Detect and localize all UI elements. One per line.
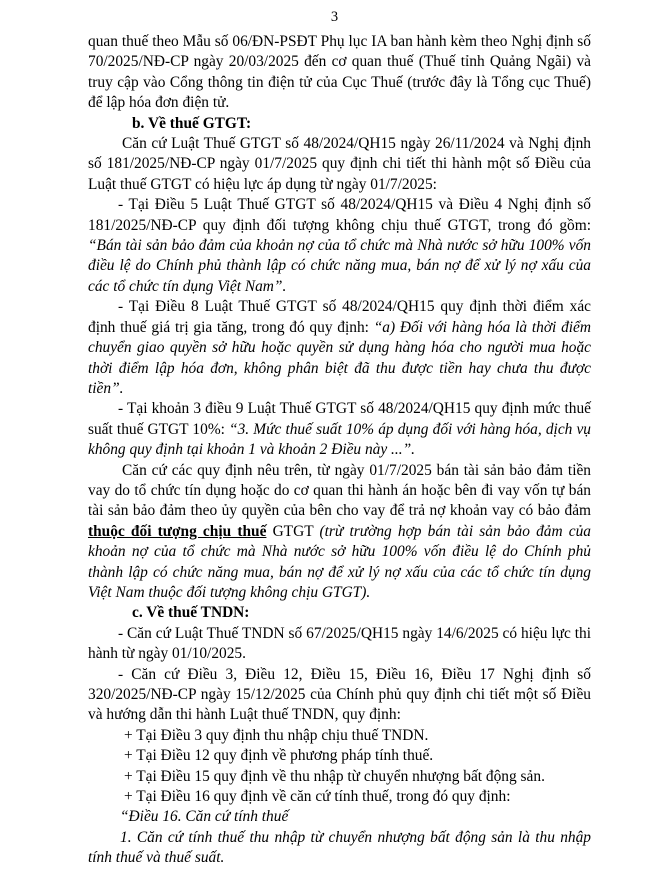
- paragraph-gtgt-conclusion: [88, 461, 591, 604]
- conclusion-exception-note: (trừ trường hợp bán tài sản bảo đảm của khoản nợ của tổ chức mà Nhà nước sở hữu 100% vốn điều lệ do Chính phủ thành lập có chức năng mua, bán nợ để xử lý nợ xấu của các tổ chức tín dụng Việt Nam thuộc đối tượng không chịu GTGT).: [88, 522, 591, 601]
- paragraph-khoan-3-dieu-9: [88, 399, 591, 460]
- heading-b-ve-thue-gtgt: b. Về thuế GTGT:: [132, 114, 252, 132]
- page-number: 3: [330, 9, 339, 25]
- conclusion-run-3: GTGT: [266, 522, 320, 540]
- quote-dieu-16-title: “Điều 16. Căn cứ tính thuế: [120, 808, 289, 826]
- paragraph-continued-intro: quan thuế theo Mẫu số 06/ĐN-PSĐT Phụ lục IA ban hành kèm theo Nghị định số 70/2025/NĐ-CP ngày 20/03/2025 đến cơ quan thuế (Thuế tỉnh Quảng Ngãi) và truy cập vào Cổng thông tin điện tử của Cục Thuế (trước đây là Tổng cục Thuế) để lập hóa đơn điện tử.: [88, 33, 591, 112]
- list-item-dieu-15: + Tại Điều 15 quy định về thu nhập từ chuyển nhượng bất động sản.: [124, 767, 545, 785]
- list-item-dieu-16: + Tại Điều 16 quy định về căn cứ tính thuế, trong đó quy định:: [124, 788, 511, 806]
- paragraph-dieu-8-quote: “a) Đối với hàng hóa là thời điểm chuyển giao quyền sở hữu hoặc quyền sử dụng hàng hóa cho người mua hoặc thời điểm lập hóa đơn, không phân biệt đã thu được tiền hay chưa thu được tiền”.: [88, 318, 592, 397]
- list-item-dieu-3: + Tại Điều 3 quy định thu nhập chịu thuế TNDN.: [124, 726, 429, 744]
- paragraph-dieu-8-gtgt: [88, 297, 591, 399]
- paragraph-gtgt-legal-basis: Căn cứ Luật Thuế GTGT số 48/2024/QH15 ngày 26/11/2024 và Nghị định số 181/2025/NĐ-CP ngày 01/7/2025 quy định chi tiết thi hành một số Điều của Luật thuế GTGT có hiệu lực áp dụng từ ngày 01/7/2025:: [88, 135, 591, 193]
- paragraph-dieu-5-lead: - Tại Điều 5 Luật Thuế GTGT số 48/2024/QH15 và Điều 4 Nghị định số 181/2025/NĐ-CP quy định đối tượng không chịu thuế GTGT, trong đó gồm:: [88, 196, 591, 234]
- paragraph-khoan-3-quote: “3. Mức thuế suất 10% áp dụng đối với hàng hóa, dịch vụ không quy định tại khoản 1 và khoản 2 Điều này ...”.: [88, 420, 591, 459]
- paragraph-khoan-3-lead: - Tại khoản 3 điều 9 Luật Thuế GTGT số 48/2024/QH15 quy định mức thuế suất thuế GTGT 10%:: [88, 400, 591, 438]
- paragraph-dieu-8-lead: - Tại Điều 8 Luật Thuế GTGT số 48/2024/QH15 quy định thời điểm xác định thuế giá trị gia tăng, trong đó quy định:: [88, 298, 591, 336]
- paragraph-tndn-decree: - Căn cứ Điều 3, Điều 12, Điều 15, Điều 16, Điều 17 Nghị định số 320/2025/NĐ-CP ngày 15/12/2025 của Chính phủ quy định chi tiết một số Điều và hướng dẫn thi hành Luật thuế TNDN, quy định:: [88, 665, 591, 724]
- conclusion-emphasis-taxable-subject: thuộc đối tượng chịu thuế: [88, 522, 267, 540]
- paragraph-dieu-5-gtgt: [88, 195, 591, 297]
- paragraph-tndn-law: - Căn cứ Luật Thuế TNDN số 67/2025/QH15 ngày 14/6/2025 có hiệu lực thi hành từ ngày 01/10/2025.: [88, 624, 591, 663]
- heading-c-ve-thue-tndn: c. Về thuế TNDN:: [132, 604, 250, 622]
- paragraph-dieu-5-quote: “Bán tài sản bảo đảm của khoản nợ của tổ chức mà Nhà nước sở hữu 100% vốn điều lệ do Chính phủ thành lập có chức năng mua, bán nợ để xử lý nợ xấu của các tổ chức tín dụng Việt Nam”.: [88, 237, 591, 295]
- conclusion-run-1: Căn cứ các quy định nêu trên, từ ngày 01/7/2025 bán tài sản bảo đảm tiền vay do tổ chức tín dụng hoặc do cơ quan thi hành án hoặc bên đi vay vốn tự bán tài sản bảo đảm theo ủy quyền của bên cho vay để trả nợ khoản vay có bảo đảm: [88, 461, 591, 520]
- list-item-dieu-12: + Tại Điều 12 quy định về phương pháp tính thuế.: [124, 747, 434, 765]
- quote-dieu-16-clause-1: 1. Căn cứ tính thuế thu nhập từ chuyển nhượng bất động sản là thu nhập tính thuế và thuế suất.: [88, 828, 591, 867]
